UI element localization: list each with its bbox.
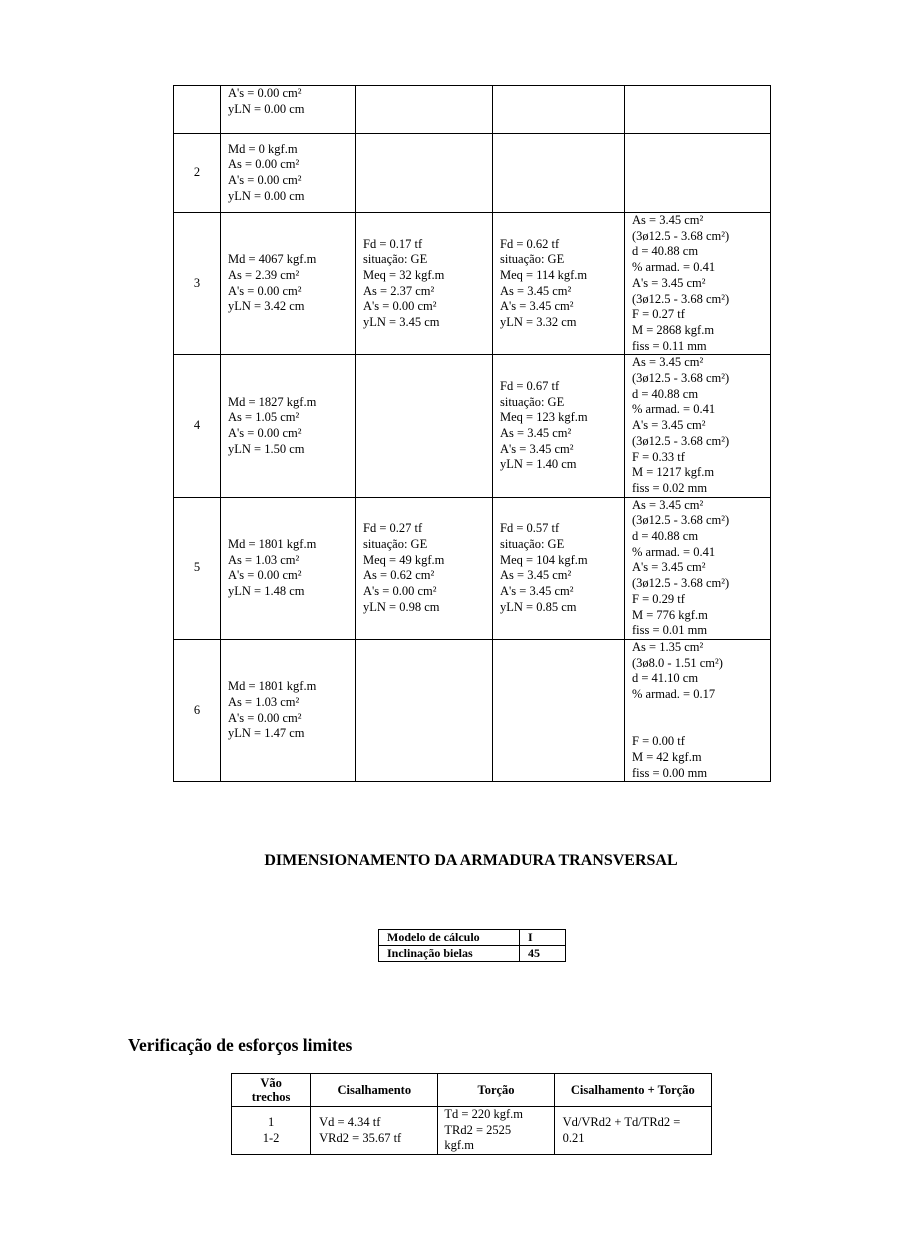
design-moment-cell: A's = 0.00 cm² yLN = 0.00 cm bbox=[221, 86, 356, 134]
axial-right-cell bbox=[493, 134, 625, 213]
table-row bbox=[174, 355, 771, 497]
axial-right-cell: Fd = 0.67 tf situação: GE Meq = 123 kgf.m As = 3.45 cm² A's = 3.45 cm² yLN = 1.40 cm bbox=[493, 355, 625, 497]
combined-cell: Vd/VRd2 + Td/TRd2 = 0.21 bbox=[554, 1107, 711, 1155]
calculation-model-table bbox=[378, 929, 566, 962]
column-header-span: Vão trechos bbox=[232, 1074, 311, 1107]
section-title: DIMENSIONAMENTO DA ARMADURA TRANSVERSAL bbox=[264, 852, 678, 869]
row-index: 3 bbox=[174, 213, 221, 355]
row-index: 5 bbox=[174, 497, 221, 639]
column-header-torsion: Torção bbox=[438, 1074, 554, 1107]
column-header-shear: Cisalhamento bbox=[311, 1074, 438, 1107]
table-row bbox=[379, 946, 566, 962]
axial-left-cell bbox=[356, 639, 493, 781]
axial-left-cell: Fd = 0.17 tf situação: GE Meq = 32 kgf.m As = 2.37 cm² A's = 0.00 cm² yLN = 3.45 cm bbox=[356, 213, 493, 355]
axial-right-cell bbox=[493, 639, 625, 781]
reinforcement-cell: As = 3.45 cm² (3ø12.5 - 3.68 cm²) d = 40.88 cm % armad. = 0.41 A's = 3.45 cm² (3ø12.5 - 3.68 cm²) F = 0.27 tf M = 2868 kgf.m fiss = 0.11 mm bbox=[625, 213, 771, 355]
torsion-cell: Td = 220 kgf.m TRd2 = 2525 kgf.m bbox=[438, 1107, 554, 1155]
row-index: 4 bbox=[174, 355, 221, 497]
axial-left-cell: Fd = 0.27 tf situação: GE Meq = 49 kgf.m As = 0.62 cm² A's = 0.00 cm² yLN = 0.98 cm bbox=[356, 497, 493, 639]
axial-left-cell bbox=[356, 134, 493, 213]
column-header-combined: Cisalhamento + Torção bbox=[554, 1074, 711, 1107]
shear-cell: Vd = 4.34 tf VRd2 = 35.67 tf bbox=[311, 1107, 438, 1155]
span-cell: 1 1-2 bbox=[232, 1107, 311, 1155]
table-row bbox=[174, 86, 771, 134]
parameter-value: 45 bbox=[520, 946, 566, 962]
row-index bbox=[174, 86, 221, 134]
reinforcement-cell: As = 1.35 cm² (3ø8.0 - 1.51 cm²) d = 41.10 cm % armad. = 0.17 F = 0.00 tf M = 42 kgf.m fiss = 0.00 mm bbox=[625, 639, 771, 781]
design-moment-cell: Md = 1801 kgf.m As = 1.03 cm² A's = 0.00 cm² yLN = 1.47 cm bbox=[221, 639, 356, 781]
reinforcement-cell bbox=[625, 134, 771, 213]
axial-right-cell: Fd = 0.62 tf situação: GE Meq = 114 kgf.m As = 3.45 cm² A's = 3.45 cm² yLN = 3.32 cm bbox=[493, 213, 625, 355]
table-row bbox=[174, 497, 771, 639]
axial-right-cell: Fd = 0.57 tf situação: GE Meq = 104 kgf.m As = 3.45 cm² A's = 3.45 cm² yLN = 0.85 cm bbox=[493, 497, 625, 639]
table-row bbox=[174, 639, 771, 781]
row-index: 6 bbox=[174, 639, 221, 781]
parameter-value: I bbox=[520, 930, 566, 946]
table-row bbox=[379, 930, 566, 946]
table-row bbox=[232, 1107, 712, 1155]
design-moment-cell: Md = 1801 kgf.m As = 1.03 cm² A's = 0.00 cm² yLN = 1.48 cm bbox=[221, 497, 356, 639]
row-index: 2 bbox=[174, 134, 221, 213]
flexure-results-table bbox=[173, 85, 771, 782]
axial-left-cell bbox=[356, 355, 493, 497]
design-moment-cell: Md = 1827 kgf.m As = 1.05 cm² A's = 0.00 cm² yLN = 1.50 cm bbox=[221, 355, 356, 497]
table-row bbox=[174, 213, 771, 355]
parameter-label: Inclinação bielas bbox=[379, 946, 520, 962]
design-moment-cell: Md = 4067 kgf.m As = 2.39 cm² A's = 0.00 cm² yLN = 3.42 cm bbox=[221, 213, 356, 355]
reinforcement-cell: As = 3.45 cm² (3ø12.5 - 3.68 cm²) d = 40.88 cm % armad. = 0.41 A's = 3.45 cm² (3ø12.5 - 3.68 cm²) F = 0.33 tf M = 1217 kgf.m fiss = 0.02 mm bbox=[625, 355, 771, 497]
reinforcement-cell: As = 3.45 cm² (3ø12.5 - 3.68 cm²) d = 40.88 cm % armad. = 0.41 A's = 3.45 cm² (3ø12.5 - 3.68 cm²) F = 0.29 tf M = 776 kgf.m fiss = 0.01 mm bbox=[625, 497, 771, 639]
subsection-title: Verificação de esforços limites bbox=[128, 1035, 353, 1055]
table-row bbox=[174, 134, 771, 213]
axial-right-cell bbox=[493, 86, 625, 134]
table-header-row bbox=[232, 1074, 712, 1107]
design-moment-cell: Md = 0 kgf.m As = 0.00 cm² A's = 0.00 cm² yLN = 0.00 cm bbox=[221, 134, 356, 213]
axial-left-cell bbox=[356, 86, 493, 134]
limit-forces-table bbox=[231, 1073, 712, 1155]
parameter-label: Modelo de cálculo bbox=[379, 930, 520, 946]
reinforcement-cell bbox=[625, 86, 771, 134]
